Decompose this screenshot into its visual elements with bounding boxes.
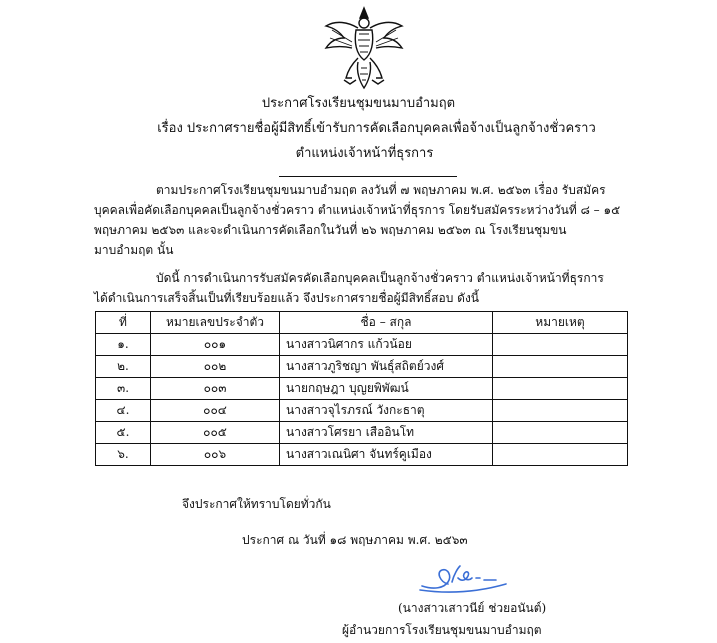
announcement-subject: เรื่อง ประกาศรายชื่อผู้มีสิทธิ์เข้ารับการคัดเลือกบุคคลเพื่อจ้างเป็นลูกจ้างชั่วคราว — [157, 121, 596, 136]
row-number: ๔. — [96, 400, 151, 422]
row-number: ๓. — [96, 378, 151, 400]
candidate-table — [95, 311, 628, 466]
row-number: ๖. — [96, 444, 151, 466]
table-row — [96, 378, 628, 400]
row-note — [493, 422, 628, 444]
paragraph-line: บุคคลเพื่อคัดเลือกบุคคลเป็นลูกจ้างชั่วคราว ตำแหน่งเจ้าหน้าที่ธุรการ โดยรับสมัครระหว่างวันที่ ๘ – ๑๕ — [94, 203, 621, 217]
table-header-row — [96, 312, 628, 334]
row-id: ๐๐๑ — [151, 334, 280, 356]
row-note — [493, 356, 628, 378]
column-header-number: ที่ — [96, 312, 151, 334]
table-row — [96, 334, 628, 356]
row-note — [493, 400, 628, 422]
garuda-emblem-icon — [322, 4, 406, 92]
column-header-name: ชื่อ – สกุล — [280, 312, 493, 334]
table-row — [96, 400, 628, 422]
paragraph-line: ได้ดำเนินการเสร็จสิ้นเป็นที่เรียบร้อยแล้ว จึงประกาศรายชื่อผู้มีสิทธิ์สอบ ดังนี้ — [94, 291, 480, 305]
row-name: นางสาวภูริชญา พันธุ์สถิตย์วงศ์ — [280, 356, 493, 378]
row-number: ๕. — [96, 422, 151, 444]
announcement-date: ประกาศ ณ วันที่ ๑๘ พฤษภาคม พ.ศ. ๒๕๖๓ — [242, 533, 468, 547]
paragraph-announcement — [94, 268, 634, 308]
signer-name: (นางสาวเสาวนีย์ ช่วยอนันต์) — [398, 601, 547, 615]
row-id: ๐๐๕ — [151, 422, 280, 444]
row-name: นางสาวโศรยา เสืออินโท — [280, 422, 493, 444]
row-number: ๒. — [96, 356, 151, 378]
signer-title: ผู้อำนวยการโรงเรียนชุมขนมาบอำมฤต — [342, 623, 542, 637]
row-note — [493, 378, 628, 400]
table-row — [96, 356, 628, 378]
paragraph-background — [94, 180, 634, 260]
header-divider — [279, 176, 457, 177]
row-name: นางสาวจุไรภรณ์ วังกะธาตุ — [280, 400, 493, 422]
row-id: ๐๐๓ — [151, 378, 280, 400]
paragraph-line: ตามประกาศโรงเรียนชุมขนมาบอำมฤต ลงวันที่ ๗ พฤษภาคม พ.ศ. ๒๕๖๓ เรื่อง รับสมัคร — [156, 183, 606, 197]
row-note — [493, 334, 628, 356]
row-id: ๐๐๖ — [151, 444, 280, 466]
row-number: ๑. — [96, 334, 151, 356]
paragraph-line: บัดนี้ การดำเนินการรับสมัครคัดเลือกบุคคลเป็นลูกจ้างชั่วคราว ตำแหน่งเจ้าหน้าที่ธุรการ — [156, 271, 604, 285]
row-name: นางสาวนิศากร แก้วน้อย — [280, 334, 493, 356]
row-id: ๐๐๔ — [151, 400, 280, 422]
closing-statement: จึงประกาศให้ทราบโดยทั่วกัน — [182, 497, 331, 511]
handwritten-signature — [418, 560, 530, 598]
announcement-title: ประกาศโรงเรียนชุมขนมาบอำมฤต — [261, 96, 456, 111]
row-name: นายกฤษฎา บุญยพิพัฒน์ — [280, 378, 493, 400]
announcement-position: ตำแหน่งเจ้าหน้าที่ธุรการ — [295, 146, 434, 161]
paragraph-line: พฤษภาคม ๒๕๖๓ และจะดำเนินการคัดเลือกในวันที่ ๒๖ พฤษภาคม ๒๕๖๓ ณ โรงเรียนชุมขน — [94, 223, 567, 237]
row-note — [493, 444, 628, 466]
paragraph-line: มาบอำมฤต นั้น — [94, 243, 174, 257]
table-row — [96, 422, 628, 444]
row-id: ๐๐๒ — [151, 356, 280, 378]
column-header-id: หมายเลขประจำตัว — [151, 312, 280, 334]
column-header-note: หมายเหตุ — [493, 312, 628, 334]
table-row — [96, 444, 628, 466]
row-name: นางสาวเณนิศา จันทร์คูเมือง — [280, 444, 493, 466]
